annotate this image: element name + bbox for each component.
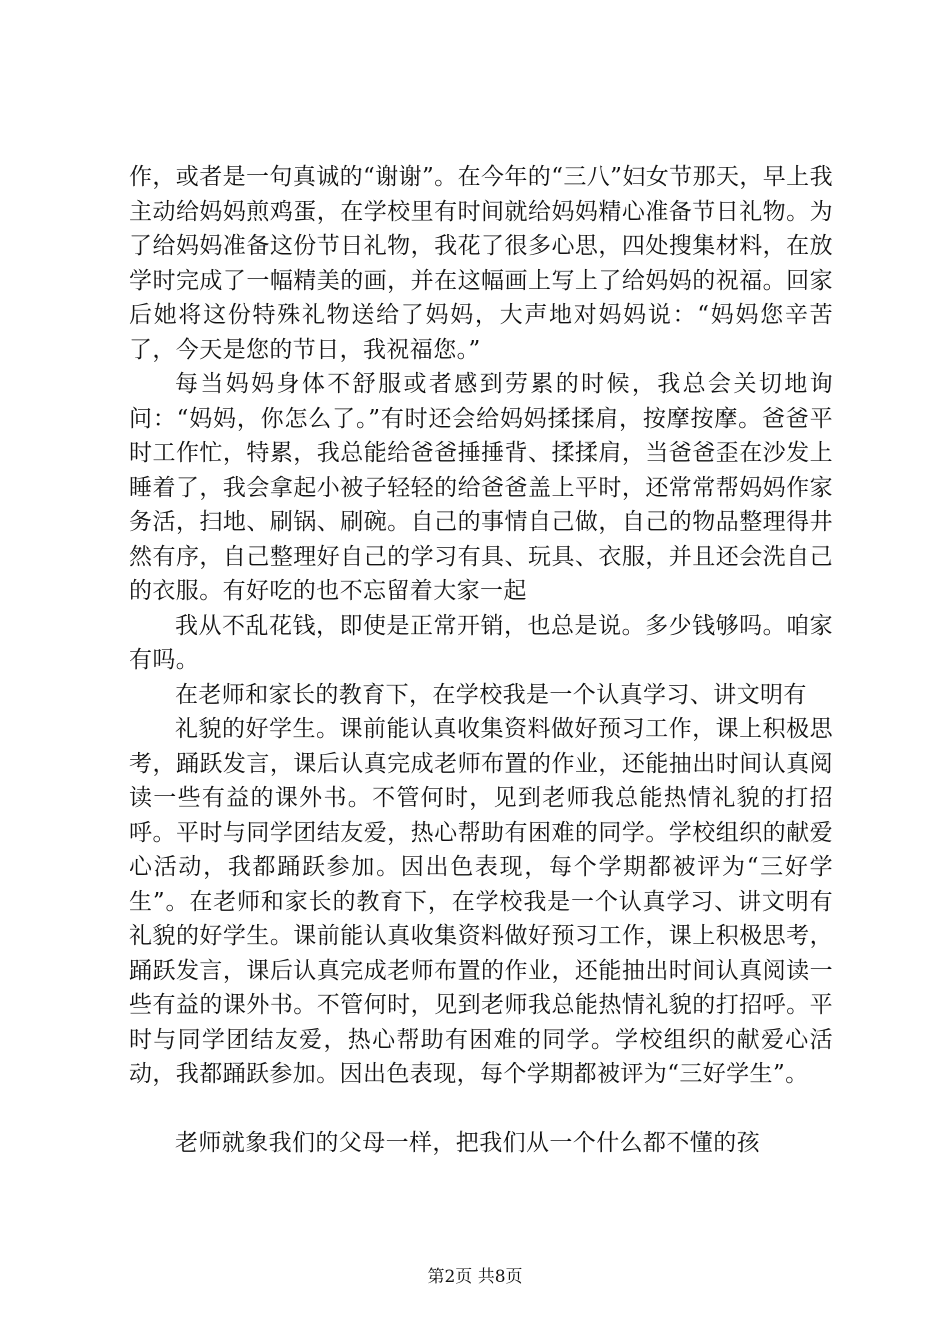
- paragraph-1: 作，或者是一句真诚的“谢谢”。在今年的“三八”妇女节那天，早上我主动给妈妈煎鸡蛋，在学校里有时间就给妈妈精心准备节日礼物。为了给妈妈准备这份节日礼物，我花了很多心思，四处搜集材料，在放学时完成了一幅精美的画，并在这幅画上写上了给妈妈的祝福。回家后她将这份特殊礼物送给了妈妈，大声地对妈妈说：“妈妈您辛苦了，今天是您的节日，我祝福您。”: [129, 164, 833, 363]
- paragraph-2: 每当妈妈身体不舒服或者感到劳累的时候，我总会关切地询问：“妈妈，你怎么了。”有时还会给妈妈揉揉肩，按摩按摩。爸爸平时工作忙，特累，我总能给爸爸捶捶背、揉揉肩，当爸爸歪在沙发上睡着了，我会拿起小被子轻轻的给爸爸盖上平时，还常常帮妈妈作家务活，扫地、刷锅、刷碗。自己的事情自己做，自己的物品整理得井然有序，自己整理好自己的学习有具、玩具、衣服，并且还会洗自己的衣服。有好吃的也不忘留着大家一起: [129, 371, 833, 604]
- page-footer: 第2页 共8页: [427, 1267, 523, 1287]
- paragraph-6: 老师就象我们的父母一样，把我们从一个什么都不懂的孩: [175, 1129, 760, 1156]
- paragraph-4: 在老师和家长的教育下，在学校我是一个认真学习、讲文明有: [175, 681, 807, 708]
- paragraph-5: 礼貌的好学生。课前能认真收集资料做好预习工作，课上积极思考，踊跃发言，课后认真完成老师布置的作业，还能抽出时间认真阅读一些有益的课外书。不管何时，见到老师我总能热情礼貌的打招呼。平时与同学团结友爱，热心帮助有困难的同学。学校组织的献爱心活动，我都踊跃参加。因出色表现，每个学期都被评为“三好学生”。在老师和家长的教育下，在学校我是一个认真学习、讲文明有礼貌的好学生。课前能认真收集资料做好预习工作，课上积极思考，踊跃发言，课后认真完成老师布置的作业，还能抽出时间认真阅读一些有益的课外书。不管何时，见到老师我总能热情礼貌的打招呼。平时与同学团结友爱，热心帮助有困难的同学。学校组织的献爱心活动，我都踊跃参加。因出色表现，每个学期都被评为“三好学生”。: [129, 716, 833, 1087]
- document-body: [129, 160, 833, 1160]
- paragraph-3: 我从不乱花钱，即使是正常开销，也总是说。多少钱够吗。咱家有吗。: [129, 612, 833, 673]
